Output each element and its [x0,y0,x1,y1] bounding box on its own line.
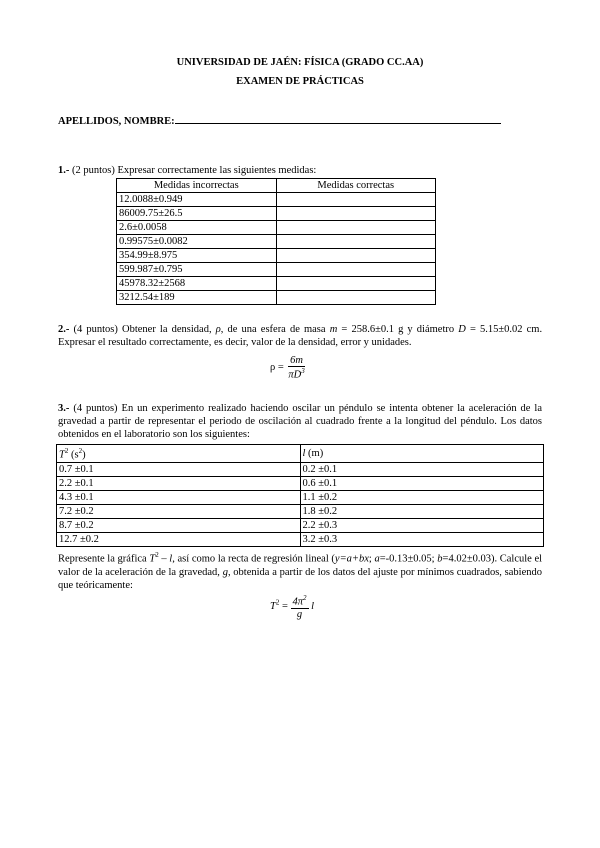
col-header-incorrect: Medidas incorrectas [117,179,277,193]
l-value: 1.8 ±0.2 [300,504,544,518]
num-text: 4π [292,596,304,608]
q1-points: (2 puntos) [72,165,115,176]
name-field-row [58,114,501,127]
rho-symbol: ρ [215,324,221,335]
q1-measurements-table [116,178,436,305]
correct-measure-cell[interactable] [276,235,436,249]
diameter-symbol: D [458,324,466,335]
t2-value: 7.2 ±0.2 [57,504,301,518]
q1-statement: Expresar correctamente las siguientes medidas: [117,165,317,176]
correct-measure-cell[interactable] [276,193,436,207]
mass-value: = 258.6±0.1 g y diámetro [341,324,455,335]
a-symbol: a [374,553,380,565]
formula-denominator: g [296,608,303,620]
correct-measure-cell[interactable] [276,263,436,277]
incorrect-measure: 2.6±0.0058 [117,221,277,235]
col-header-l [300,445,544,463]
den-exponent: 3 [301,367,305,375]
table-row [57,476,544,490]
formula-denominator [286,367,306,381]
q3-points: (4 puntos) [73,403,118,414]
table-header-row [117,179,436,193]
incorrect-measure: 86009.75±26.5 [117,207,277,221]
t2-value: 4.3 ±0.1 [57,490,301,504]
formula-equals: = [281,601,288,613]
q1-number: 1.- [58,165,70,176]
q3-data-table [56,444,544,547]
b-value: =4.02±0.03). Calcule el valor de la aceleración de la gravedad, [58,553,543,578]
regression-equation: y=a+bx [334,553,369,565]
university-title: UNIVERSIDAD DE JAÉN: FÍSICA (GRADO CC.AA) [176,57,424,68]
num-exp: 2 [303,594,307,602]
t-exponent: 2 [64,447,69,455]
l-symbol-inline: l [169,553,173,565]
question-3-instructions [58,549,542,592]
name-label: APELLIDOS, NOMBRE: [58,116,175,127]
table-row [117,263,436,277]
incorrect-measure: 354.99±8.975 [117,249,277,263]
col-header-t2 [57,445,301,463]
semicolon: ; [368,553,372,565]
table-row [117,207,436,221]
den-text: πD [288,369,302,381]
T-symbol: T [149,553,156,565]
q2-text-b: , de una esfera de masa [220,324,326,335]
T-exponent: 2 [155,551,159,559]
l-value: 1.1 ±0.2 [300,490,544,504]
formula-numerator: 6m [290,355,304,366]
name-blank-line[interactable] [175,114,501,124]
l-value: 0.6 ±0.1 [300,476,544,490]
table-row [117,291,436,305]
table-row [117,235,436,249]
formula-T: T [270,601,276,613]
question-1-text [58,164,542,177]
diameter-value: = 5.15±0.02 cm. Expresar el resultado correctamente, es decir, valor de la densidad, error y unidades. [58,324,543,348]
t2-value: 12.7 ±0.2 [57,532,301,546]
incorrect-measure: 45978.32±2568 [117,277,277,291]
t2-value: 0.7 ±0.1 [57,462,301,476]
l-unit: (m) [305,447,324,459]
table-header-row [57,445,544,463]
density-formula [270,355,307,381]
a-value: =-0.13±0.05; [379,553,435,565]
incorrect-measure: 0.99575±0.0082 [117,235,277,249]
t2-value: 8.7 ±0.2 [57,518,301,532]
l-value: 3.2 ±0.3 [300,532,544,546]
formula-T-exp: 2 [275,598,280,607]
t-unit-exponent: 2 [78,447,83,455]
b-symbol: b [437,553,443,565]
q2-text-a: Obtener la densidad, [122,324,212,335]
formula-fraction [291,594,309,620]
formula-numerator [291,594,309,609]
t-unit: (s [68,449,79,461]
table-row [117,249,436,263]
correct-measure-cell[interactable] [276,207,436,221]
pendulum-formula [270,594,314,620]
formula-fraction [286,355,306,381]
formula-l: l [311,601,315,613]
q3-number: 3.- [58,403,70,414]
formula-lhs: ρ = [270,362,284,374]
table-row [117,193,436,207]
q3-text2-e: , obtenida a partir de los datos del ajuste por mínimos cuadrados, sabiendo que teóricamente: [58,566,542,591]
question-2-text [58,323,542,349]
l-value: 0.2 ±0.1 [300,462,544,476]
incorrect-measure: 3212.54±189 [117,291,277,305]
correct-measure-cell[interactable] [276,277,436,291]
mass-symbol: m [329,324,338,335]
q3-statement: En un experimento realizado haciendo oscilar un péndulo se intenta obtener la aceleración de la gravedad a partir de representar el periodo de oscilación al cuadrado frente a la longitud del péndulo. Los datos obtenidos en el laboratorio son los siguientes: [58,403,543,440]
t-symbol: T [59,449,65,461]
dash: – [161,553,167,565]
incorrect-measure: 599.987±0.795 [117,263,277,277]
table-row [57,504,544,518]
q2-points: (4 puntos) [73,324,118,335]
correct-measure-cell[interactable] [276,221,436,235]
l-symbol: l [302,447,306,459]
correct-measure-cell[interactable] [276,249,436,263]
table-row [117,277,436,291]
table-row [57,518,544,532]
table-row [117,221,436,235]
correct-measure-cell[interactable] [276,291,436,305]
t-unit-close: ) [82,449,86,461]
exam-title: EXAMEN DE PRÁCTICAS [236,76,364,87]
incorrect-measure: 12.0088±0.949 [117,193,277,207]
question-3-text [58,402,542,441]
q3-text2-a: Represente la gráfica [58,553,147,565]
table-row [57,462,544,476]
q2-number: 2.- [58,324,70,335]
t2-value: 2.2 ±0.1 [57,476,301,490]
col-header-correct: Medidas correctas [276,179,436,193]
table-row [57,532,544,546]
q3-text2-c: , así como la recta de regresión lineal ( [172,553,335,565]
g-symbol: g [222,566,228,578]
table-row [57,490,544,504]
l-value: 2.2 ±0.3 [300,518,544,532]
